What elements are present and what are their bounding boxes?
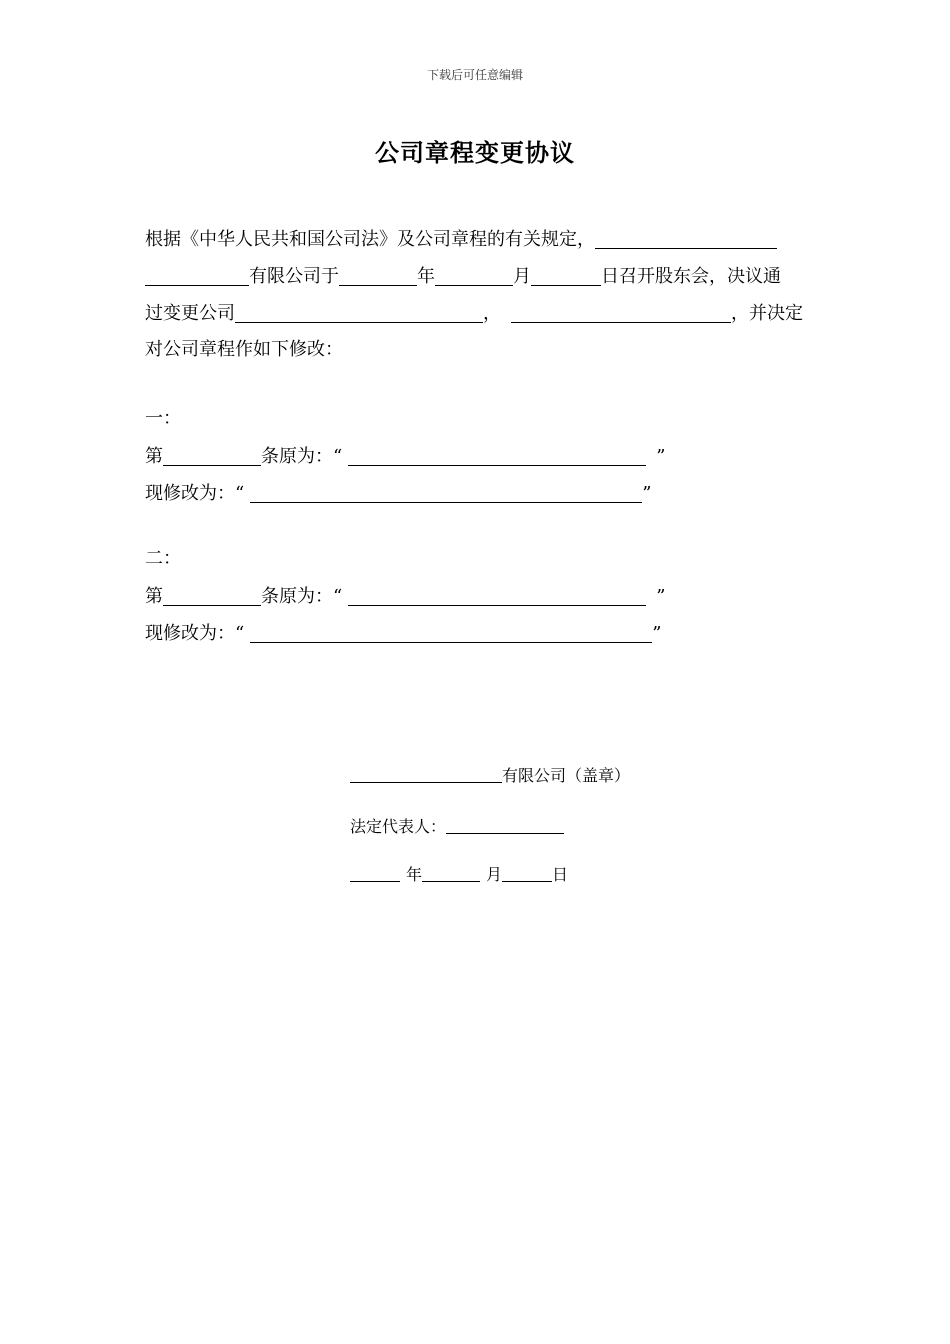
- close-quote: ”: [652, 623, 662, 644]
- amendment-2-original: [145, 577, 807, 614]
- intro-line-2: [145, 257, 807, 294]
- intro-text-1: 根据《中华人民共和国公司法》及公司章程的有关规定，: [145, 229, 595, 250]
- new-text-blank[interactable]: [250, 618, 652, 643]
- amendment-1-number: 一：: [145, 408, 181, 429]
- article-suffix: 条原为：“: [261, 446, 343, 467]
- company-seal-text: 有限公司（盖章）: [502, 766, 631, 785]
- sign-year-blank[interactable]: [350, 863, 400, 882]
- year-text: 年: [417, 266, 435, 287]
- meeting-day-blank[interactable]: [531, 261, 601, 286]
- sign-month-blank[interactable]: [422, 863, 480, 882]
- change-item-blank-2[interactable]: [511, 298, 731, 323]
- amendment-2-number: 二：: [145, 548, 181, 569]
- signature-company: [350, 762, 630, 786]
- meeting-year-blank[interactable]: [339, 261, 417, 286]
- close-quote: ”: [656, 586, 666, 607]
- change-text: 过变更公司: [145, 303, 235, 324]
- document-title: 公司章程变更协议: [375, 138, 575, 167]
- day-text: 日召开股东会，决议通: [601, 266, 781, 287]
- now-prefix: 现修改为：“: [145, 623, 245, 644]
- amendment-1-new: [145, 474, 807, 511]
- sign-day-blank[interactable]: [502, 863, 552, 882]
- modify-text: 对公司章程作如下修改：: [145, 339, 343, 360]
- signature-company-blank[interactable]: [350, 764, 502, 783]
- close-quote: ”: [642, 483, 652, 504]
- meeting-company-blank-1[interactable]: [595, 224, 777, 249]
- rep-name-blank[interactable]: [446, 815, 564, 834]
- article-number-blank[interactable]: [163, 581, 261, 606]
- intro-paragraph: [145, 220, 807, 368]
- new-text-blank[interactable]: [250, 478, 642, 503]
- intro-line-1: [145, 220, 807, 257]
- sign-year-text: 年: [406, 865, 423, 884]
- original-text-blank[interactable]: [348, 441, 646, 466]
- now-prefix: 现修改为：“: [145, 483, 245, 504]
- header-note: 下载后可任意编辑: [426, 68, 523, 82]
- meeting-company-blank-2[interactable]: [145, 261, 249, 286]
- article-prefix: 第: [145, 446, 163, 467]
- meeting-month-blank[interactable]: [435, 261, 513, 286]
- article-number-blank[interactable]: [163, 441, 261, 466]
- amendment-1: [145, 400, 807, 511]
- intro-line-4: [145, 331, 807, 368]
- article-prefix: 第: [145, 586, 163, 607]
- signature-representative: [350, 813, 564, 837]
- rep-label: 法定代表人：: [350, 817, 447, 836]
- sign-month-text: 月: [486, 865, 503, 884]
- intro-line-3: [145, 294, 807, 331]
- month-text: 月: [513, 266, 531, 287]
- amendment-1-original: [145, 437, 807, 474]
- ltd-text: 有限公司于: [249, 266, 339, 287]
- amendment-2: [145, 540, 807, 651]
- decide-text: ，并决定: [731, 303, 803, 324]
- change-item-blank-1[interactable]: [235, 298, 483, 323]
- close-quote: ”: [656, 446, 666, 467]
- original-text-blank[interactable]: [348, 581, 646, 606]
- article-suffix: 条原为：“: [261, 586, 343, 607]
- sign-day-text: 日: [552, 865, 569, 884]
- signature-date: [350, 861, 568, 885]
- amendment-2-new: [145, 614, 807, 651]
- comma-text: ，: [483, 303, 501, 324]
